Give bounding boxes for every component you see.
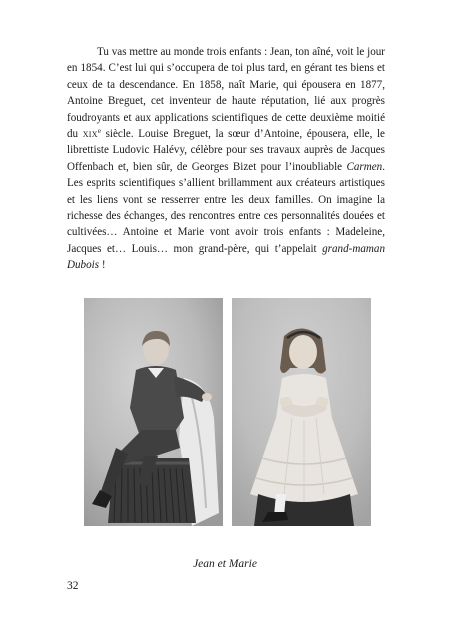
photo-caption: Jean et Marie (193, 558, 257, 570)
century-superscript: e (97, 127, 101, 136)
body-paragraph (67, 44, 385, 274)
nickname: grand-maman Dubois (67, 242, 385, 272)
text-segment-2: siècle. Louise Breguet, la sœur d’Antoine, épousera, elle, le librettiste Ludovic Halévy, célèbre pour ses travaux auprès de Jacques Offenbach et, bien sûr, de Georges Bizet pour l’inoubliable (67, 128, 385, 173)
text-segment-3: . Les esprits scientifiques s’allient brillamment aux créateurs artistiques et les liens vont se resserrer entre les deux familles. On imagine la richesse des échanges, des rencontres entre ces personnalités douées et cultivées… Antoine et Marie vont avoir trois enfants : Madeleine, Jacques et… Louis… mon grand-père, qui t’appelait (67, 160, 385, 255)
text-segment-4: ! (99, 259, 106, 272)
page-number: 32 (67, 580, 79, 592)
text-segment-1: Tu vas mettre au monde trois enfants : Jean, ton aîné, voit le jour en 1854. C’est lui qui s’occupera de toi plus tard, en gérant tes biens et ceux de ta descendance. En 1858, naît Marie, qui épousera en 1877, Antoine Breguet, cet inventeur de haute réputation, lié aux progrès foudroyants et aux applications scientifiques de cette deuxième moitié du (67, 46, 385, 141)
century-numeral: xix (82, 128, 98, 141)
photo-jean (84, 298, 223, 526)
photo-marie (232, 298, 371, 526)
opera-title: Carmen (346, 160, 383, 173)
